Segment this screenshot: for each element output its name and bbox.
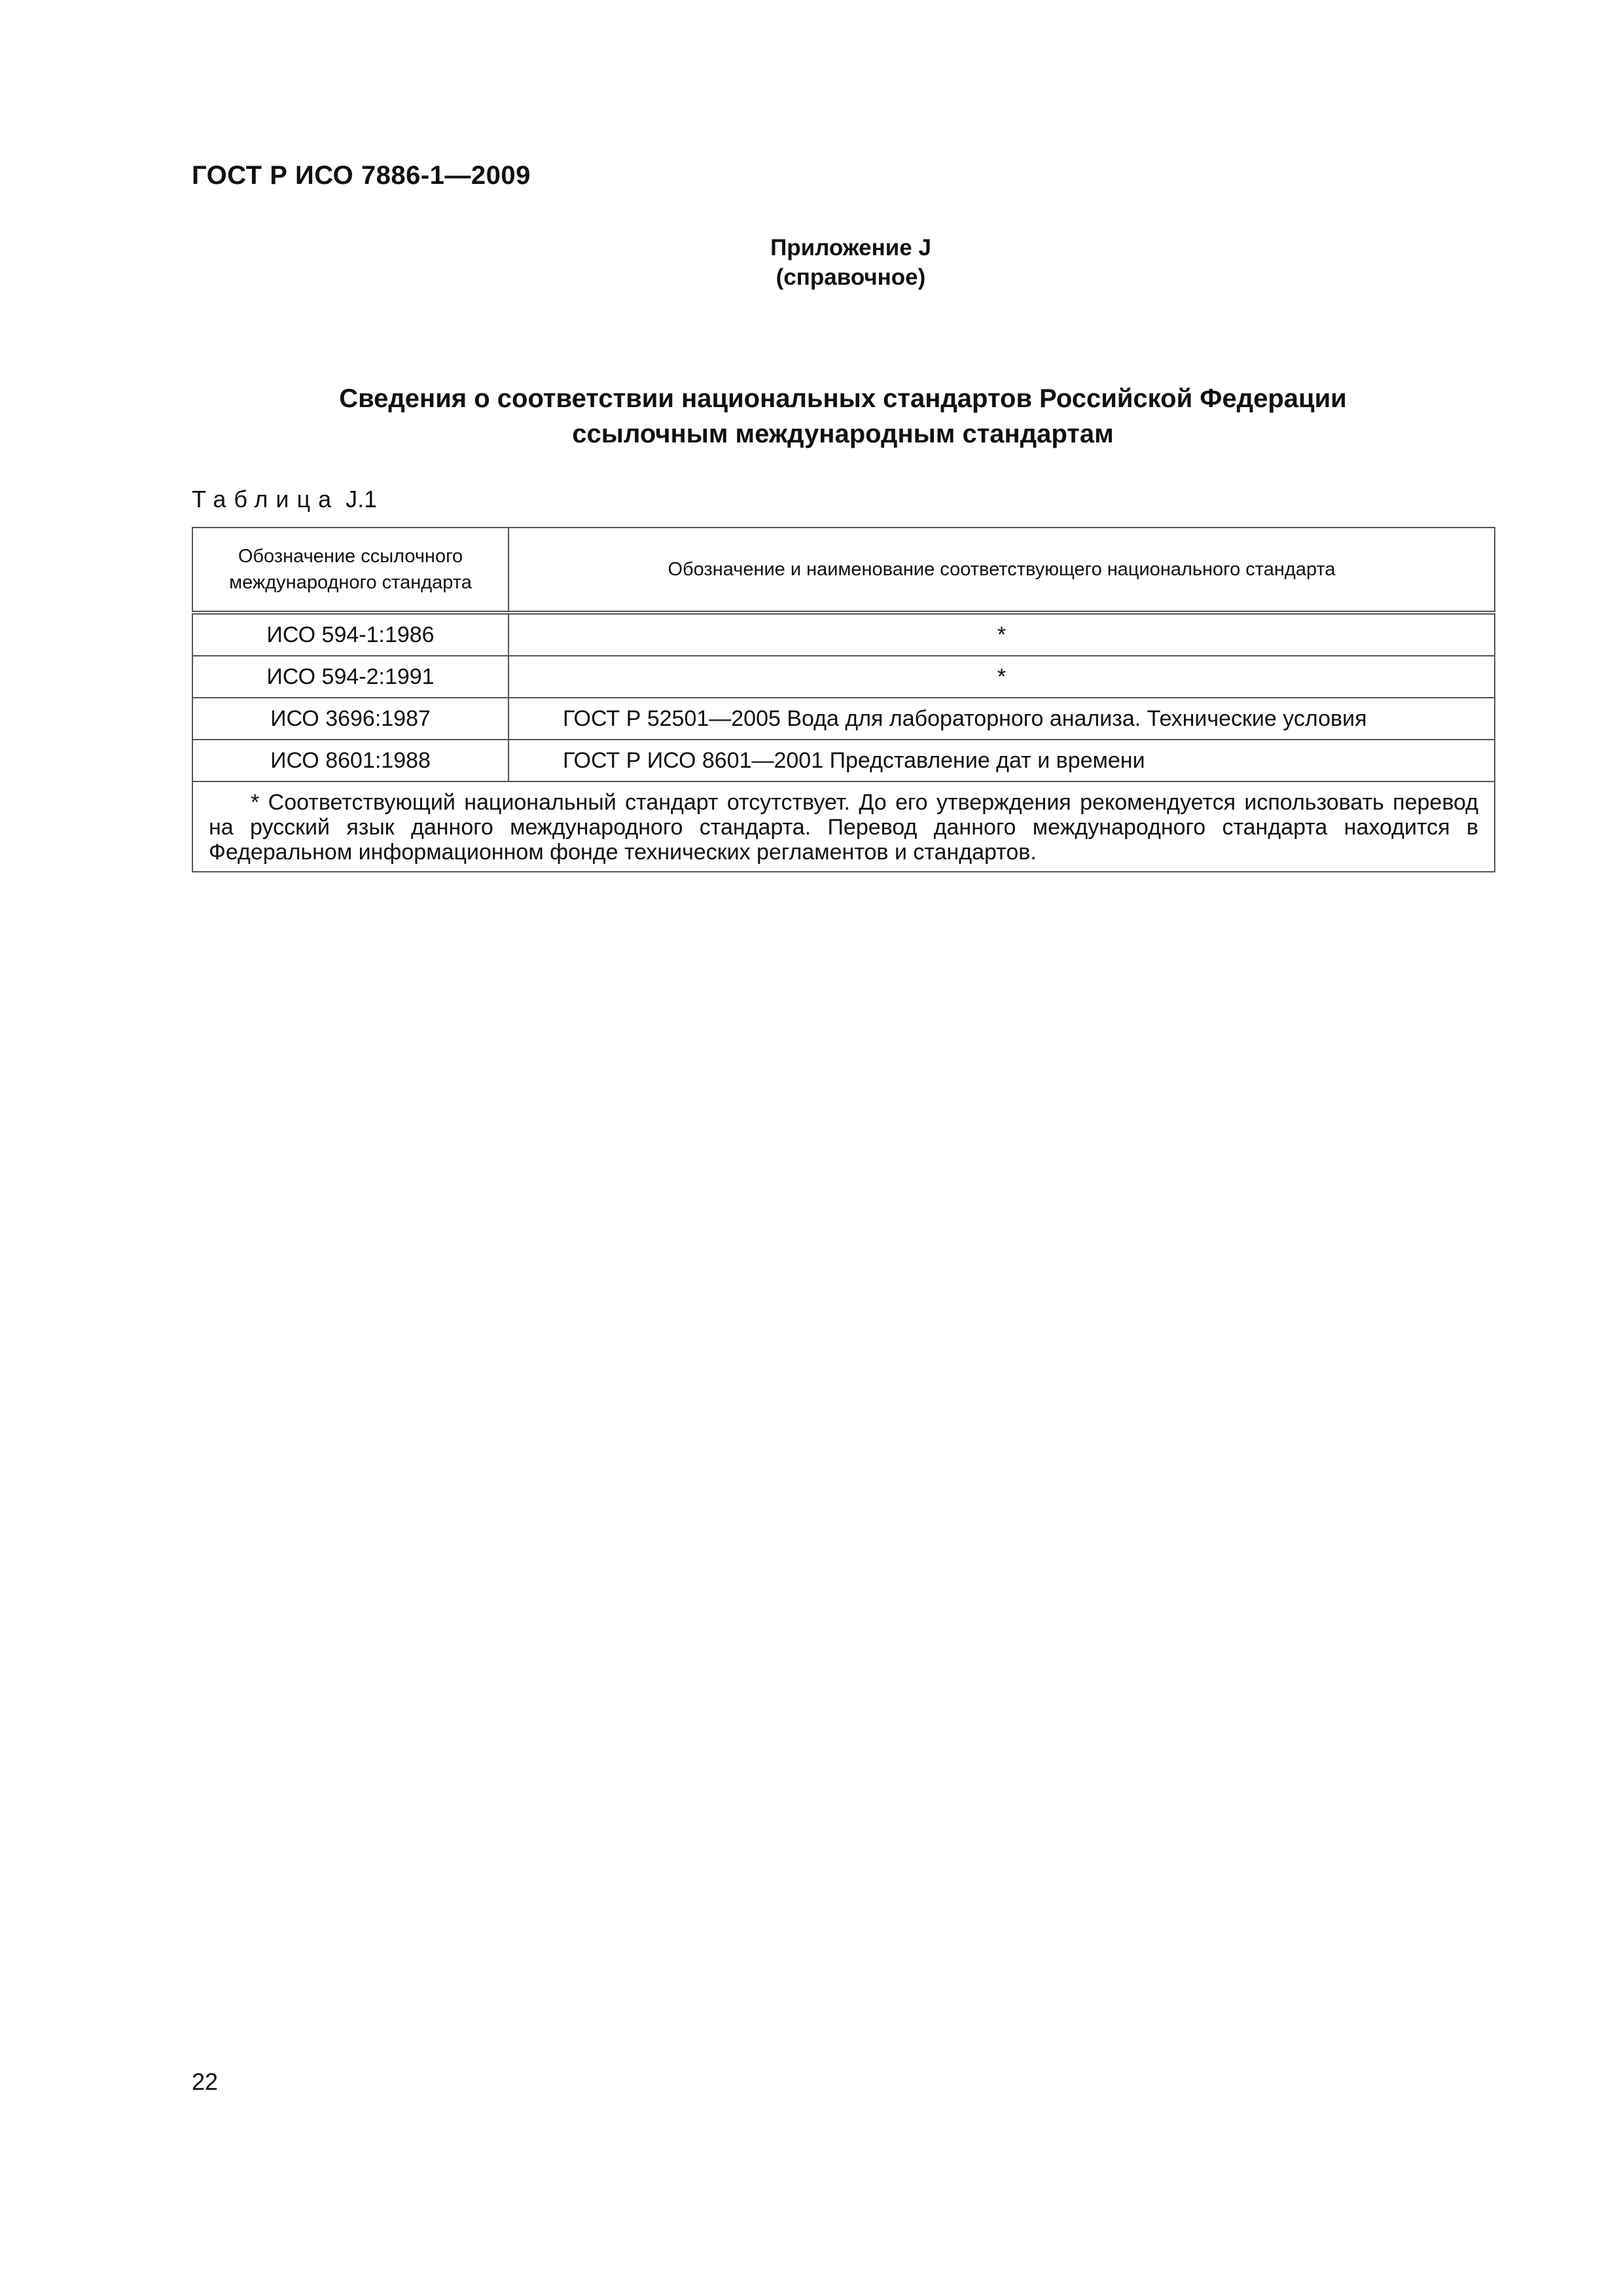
reference-standard-cell: ИСО 594-2:1991 [192, 656, 508, 698]
header-national-standard: Обозначение и наименование соответствующего национального стандарта [508, 528, 1495, 613]
section-title-line-2: ссылочным международным стандартам [572, 420, 1114, 448]
annex-type: (справочное) [776, 264, 926, 290]
table-row [192, 698, 1495, 740]
footnote-text: * Соответствующий национальный стандарт отсутствует. До его утверждения рекомендуется использовать перевод на русский язык данного международного стандарта. Перевод данного международного стандарта находится в Федеральном информационном фонде технических регламентов и стандартов. [209, 790, 1478, 865]
table-header-row [192, 528, 1495, 613]
header-reference-standard: Обозначение ссылочного международного стандарта [192, 528, 508, 613]
table-row [192, 740, 1495, 781]
document-code: ГОСТ Р ИСО 7886-1—2009 [192, 161, 531, 190]
table-footnote-row [192, 781, 1495, 872]
table-row [192, 656, 1495, 698]
standards-table [192, 527, 1495, 872]
table-footnote [192, 781, 1495, 872]
reference-standard-cell: ИСО 3696:1987 [192, 698, 508, 740]
reference-standard-cell: ИСО 8601:1988 [192, 740, 508, 781]
page-number: 22 [192, 2068, 219, 2095]
national-standard-cell: * [508, 613, 1495, 656]
annex-heading [654, 233, 1047, 292]
annex-label: Приложение J [770, 235, 931, 260]
section-title-line-1: Сведения о соответствии национальных стандартов Российской Федерации [339, 384, 1347, 413]
table-caption-number: J.1 [346, 486, 378, 512]
table-caption-word: Таблица [192, 486, 340, 512]
standards-table-container [192, 527, 1494, 872]
table-caption [192, 486, 377, 513]
table-row [192, 613, 1495, 656]
national-standard-cell: * [508, 656, 1495, 698]
national-standard-cell: ГОСТ Р 52501—2005 Вода для лабораторного анализа. Технические условия [508, 698, 1495, 740]
reference-standard-cell: ИСО 594-1:1986 [192, 613, 508, 656]
section-title [192, 381, 1494, 452]
national-standard-cell: ГОСТ Р ИСО 8601—2001 Представление дат и времени [508, 740, 1495, 781]
